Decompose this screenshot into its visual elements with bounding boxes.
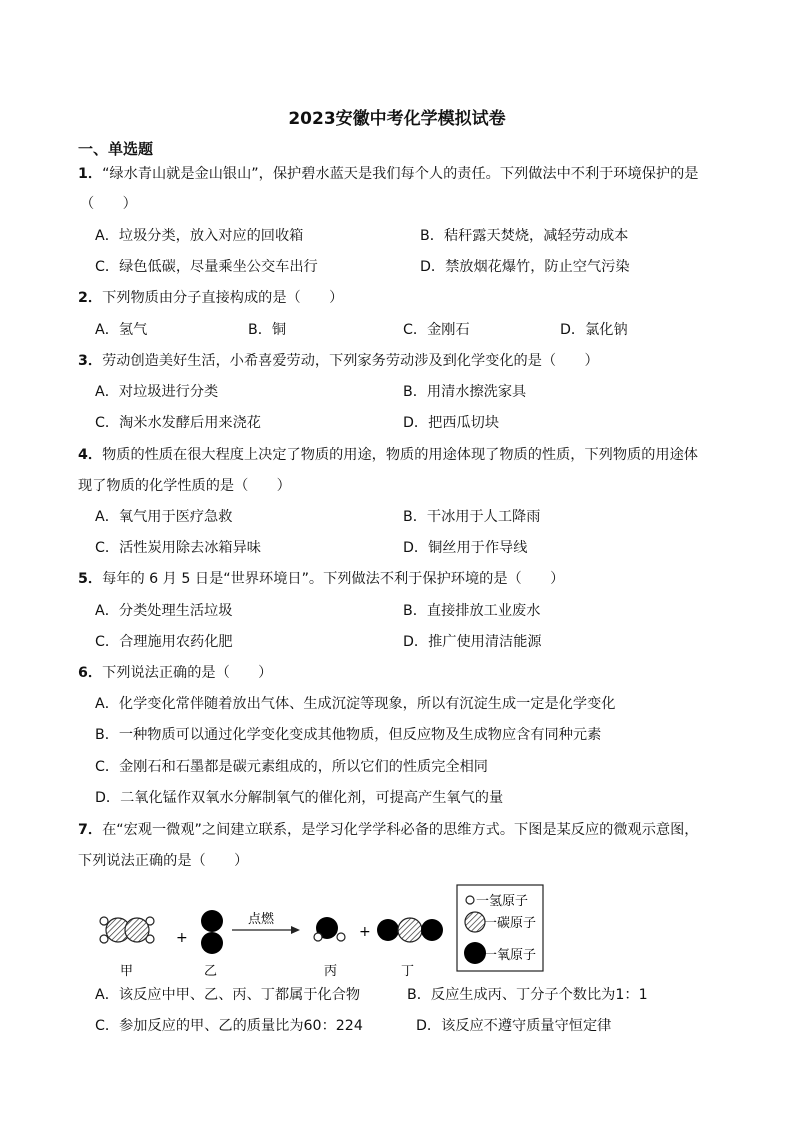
label-yi: 乙 xyxy=(204,964,218,979)
q1-option-a[interactable]: A．垃圾分类，放入对应的回收箱 xyxy=(95,228,304,244)
q6-option-b[interactable]: B．一种物质可以通过化学变化变成其他物质，但反应物及生成物应含有同种元素 xyxy=(95,727,602,743)
question-1-line-1: 1．“绿水青山就是金山银山”，保护碧水蓝天是我们每个人的责任。下列做法中不利于环境保护的是 xyxy=(78,166,699,182)
q3-option-a[interactable]: A．对垃圾进行分类 xyxy=(95,384,219,400)
question-7-line-1: 7．在“宏观一微观”之间建立联系，是学习化学学科必备的思维方式。下图是某反应的微观示意图， xyxy=(78,822,699,838)
molecule-yi xyxy=(201,910,223,954)
q5-option-b[interactable]: B．直接排放工业废水 xyxy=(403,603,541,619)
hydrogen-atom xyxy=(314,933,322,941)
q5-option-a[interactable]: A．分类处理生活垃圾 xyxy=(95,603,233,619)
legend-oxygen-icon xyxy=(464,942,486,964)
q2-option-d[interactable]: D．氯化钠 xyxy=(560,322,628,338)
question-4-line-2: 现了物质的化学性质的是（ ） xyxy=(78,478,291,494)
molecule-bing xyxy=(314,917,345,941)
legend-hydrogen-icon xyxy=(466,896,474,904)
hydrogen-atom xyxy=(337,933,345,941)
q2-option-c[interactable]: C．金刚石 xyxy=(403,322,470,338)
q7-option-b[interactable]: B．反应生成丙、丁分子个数比为1：1 xyxy=(407,987,648,1003)
q4-option-d[interactable]: D．铜丝用于作导线 xyxy=(403,540,528,556)
molecule-ding xyxy=(377,918,443,942)
reaction-diagram xyxy=(0,876,794,982)
q2-option-a[interactable]: A．氢气 xyxy=(95,322,148,338)
q3-option-c[interactable]: C．淘米水发酵后用来浇花 xyxy=(95,415,261,431)
plus-sign-1: + xyxy=(176,930,188,946)
oxygen-atom xyxy=(377,919,399,941)
legend-carbon-icon xyxy=(465,912,485,932)
q4-option-c[interactable]: C．活性炭用除去冰箱异味 xyxy=(95,540,261,556)
q2-option-b[interactable]: B．铜 xyxy=(248,322,287,338)
q6-option-c[interactable]: C．金刚石和石墨都是碳元素组成的，所以它们的性质完全相同 xyxy=(95,759,488,775)
q3-option-d[interactable]: D．把西瓜切块 xyxy=(403,415,500,431)
reaction-condition: 点燃 xyxy=(248,912,275,927)
question-2-line-1: 2．下列物质由分子直接构成的是（ ） xyxy=(78,290,344,306)
plus-sign-2: + xyxy=(359,924,371,940)
legend-carbon: 一碳原子 xyxy=(484,916,537,931)
molecule-jia xyxy=(100,917,154,943)
label-jia: 甲 xyxy=(120,964,134,979)
q1-option-d[interactable]: D．禁放烟花爆竹，防止空气污染 xyxy=(420,259,630,275)
q1-option-b[interactable]: B．秸秆露天焚烧，减轻劳动成本 xyxy=(420,228,629,244)
q5-option-c[interactable]: C．合理施用农药化肥 xyxy=(95,634,233,650)
oxygen-atom xyxy=(421,919,443,941)
label-ding: 丁 xyxy=(401,964,415,979)
question-4-line-1: 4．物质的性质在很大程度上决定了物质的用途，物质的用途体现了物质的性质，下列物质的用途体 xyxy=(78,447,698,463)
q7-option-a[interactable]: A．该反应中甲、乙、丙、丁都属于化合物 xyxy=(95,987,361,1003)
page-title: 2023安徽中考化学模拟试卷 xyxy=(288,109,506,129)
q7-option-d[interactable]: D．该反应不遵守质量守恒定律 xyxy=(416,1018,612,1034)
oxygen-atom xyxy=(201,910,223,932)
q4-option-b[interactable]: B．干冰用于人工降雨 xyxy=(403,509,541,525)
section-heading: 一、单选题 xyxy=(78,140,154,158)
carbon-atom xyxy=(125,918,149,942)
hydrogen-atom xyxy=(100,917,108,925)
q3-option-b[interactable]: B．用清水擦洗家具 xyxy=(403,384,527,400)
legend-hydrogen: 一氢原子 xyxy=(476,894,529,909)
reaction-arrow xyxy=(232,926,300,934)
question-5-line-1: 5．每年的 6 月 5 日是“世界环境日”。下列做法不利于保护环境的是（ ） xyxy=(78,571,565,587)
q6-option-d[interactable]: D．二氧化锰作双氧水分解制氧气的催化剂，可提高产生氧气的量 xyxy=(95,790,504,806)
q6-option-a[interactable]: A．化学变化常伴随着放出气体、生成沉淀等现象，所以有沉淀生成一定是化学变化 xyxy=(95,696,616,712)
question-3-line-1: 3．劳动创造美好生活，小希喜爱劳动，下列家务劳动涉及到化学变化的是（ ） xyxy=(78,353,599,369)
label-bing: 丙 xyxy=(324,964,338,979)
question-7-line-2: 下列说法正确的是（ ） xyxy=(78,853,249,869)
oxygen-atom xyxy=(201,932,223,954)
carbon-atom xyxy=(398,918,422,942)
q7-option-c[interactable]: C．参加反应的甲、乙的质量比为60：224 xyxy=(95,1018,363,1034)
q5-option-d[interactable]: D．推广使用清洁能源 xyxy=(403,634,542,650)
legend-box xyxy=(457,885,543,971)
legend-oxygen: 一氧原子 xyxy=(484,948,537,963)
q4-option-a[interactable]: A．氧气用于医疗急救 xyxy=(95,509,233,525)
hydrogen-atom xyxy=(100,935,108,943)
question-1-line-2: （ ） xyxy=(80,196,137,212)
q1-option-c[interactable]: C．绿色低碳，尽量乘坐公交车出行 xyxy=(95,259,318,275)
question-6-line-1: 6．下列说法正确的是（ ） xyxy=(78,665,273,681)
